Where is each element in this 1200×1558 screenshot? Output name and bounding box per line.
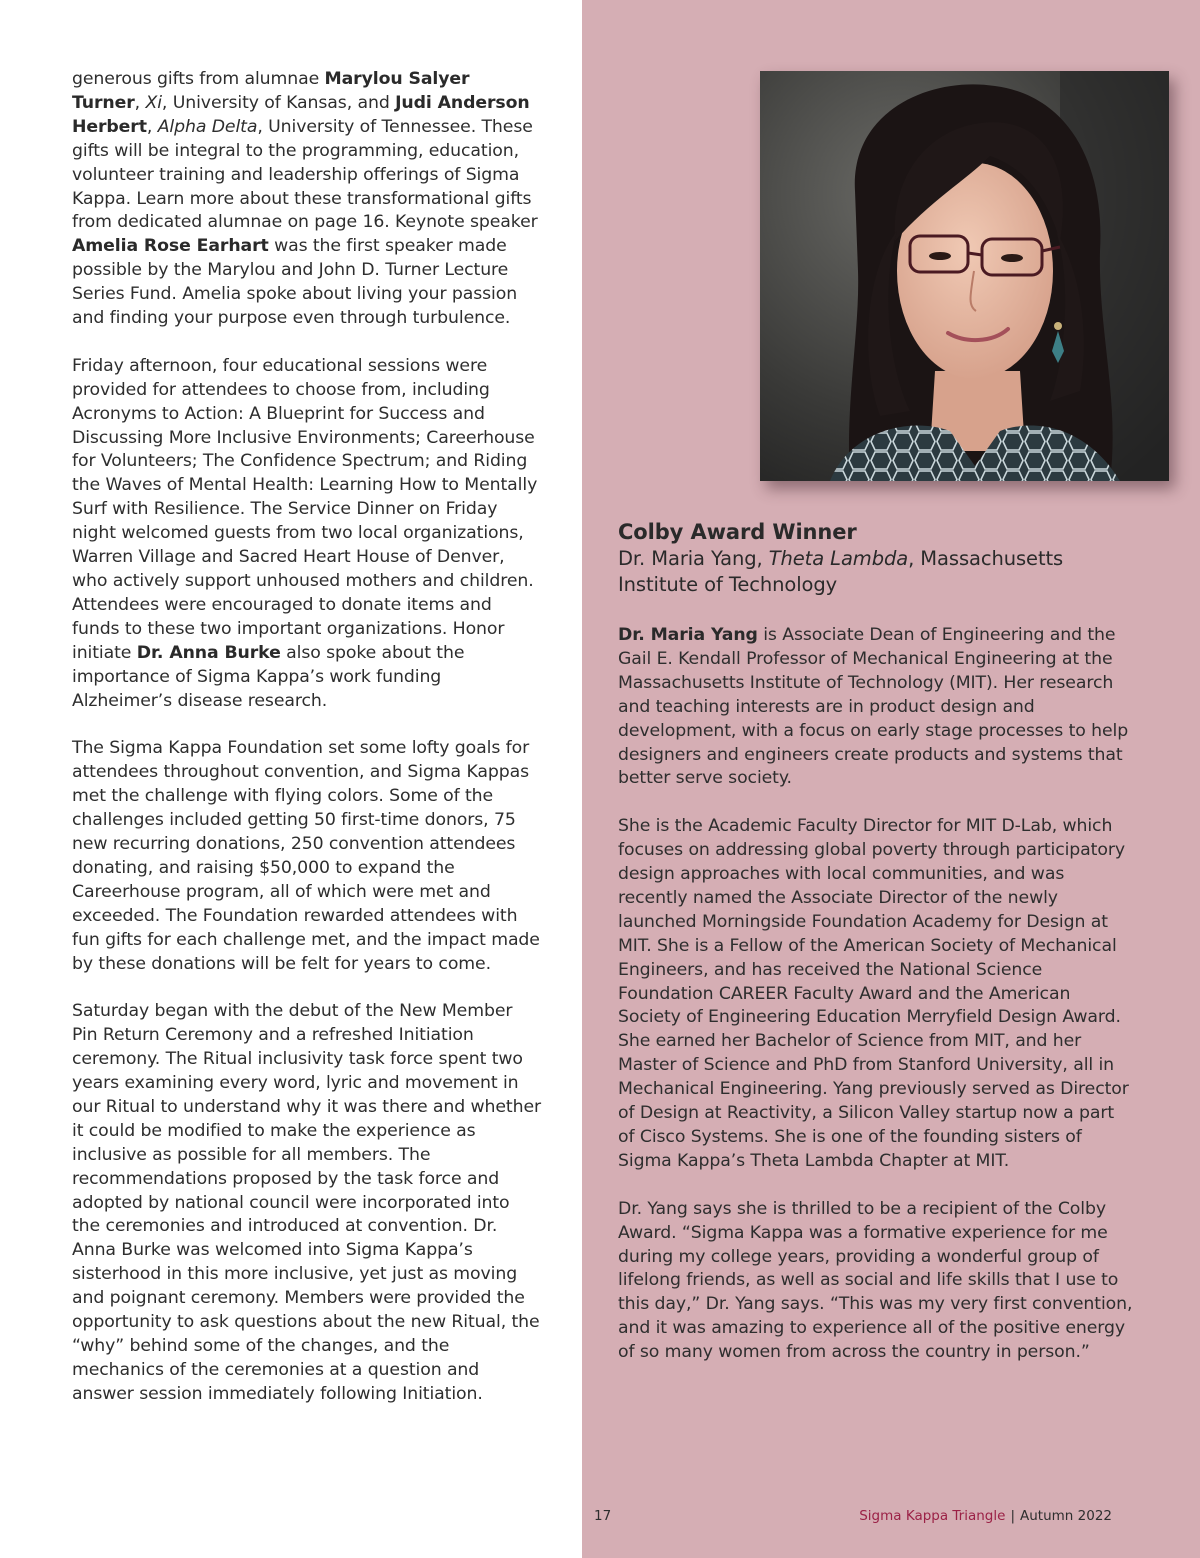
emphasis-italic: Xi <box>145 92 162 113</box>
text-run: , <box>146 116 158 137</box>
text-run: generous gifts from alumnae <box>72 69 325 89</box>
paragraph-yang-bio <box>618 624 1133 791</box>
emphasis-name: Dr. Anna Burke <box>136 642 281 663</box>
emphasis-italic: Theta Lambda <box>768 547 909 570</box>
paragraph-yang-quote <box>618 1198 1133 1365</box>
text-run: The Sigma Kappa Foundation set some lofty goals for attendees throughout convention, and Sigma Kappas met the challenge with flying colors. Some of the challenges included getting 50 first-time donors, 75 new recurring donations, 250 convention attendees donating, and raising $50,000 to expand the Careerhouse program, all of which were met and exceeded. The Foundation rewarded attendees with fun gifts for each challenge met, and the impact made by these donations will be felt for years to come. <box>72 738 540 974</box>
emphasis-name: Judi Anderson Herbert <box>72 92 530 137</box>
paragraph-saturday-ceremony <box>72 1000 542 1406</box>
portrait-photo <box>760 71 1169 481</box>
magazine-name: Sigma Kappa Triangle <box>859 1508 1006 1524</box>
text-run: Dr. Maria Yang, <box>618 547 769 570</box>
text-run: , <box>134 92 146 113</box>
paragraph-foundation-goals <box>72 737 542 976</box>
text-run: Friday afternoon, four educational sessions were provided for attendees to choose from, including Acronyms to Action: A Blueprint for Success and Discussing More Inclusive Environments; Careerhouse for Volunteers; The Confidence Spectrum; and Riding the Waves of Mental Health: Learning How to Mentally Surf with Resilience. The Service Dinner on Friday night welcomed guests from two local organizations, Warren Village and Sacred Heart House of Denver, who actively support unhoused mothers and children. Attendees were encouraged to donate items and funds to these two important organizations. Honor initiate <box>72 355 538 663</box>
page-number: 17 <box>594 1508 612 1524</box>
text-run: is Associate Dean of Engineering and the Gail E. Kendall Professor of Mechanical Engineering at the Massachusetts Institute of Technology (MIT). Her research and teaching interests are in product design and development, with a focus on early stage processes to help designers and engineers create products and systems that better serve society. <box>618 625 1129 789</box>
emphasis-italic: Alpha Delta <box>157 116 258 137</box>
magazine-footer <box>859 1507 1112 1525</box>
emphasis-name: Marylou Salyer Turner <box>72 69 470 113</box>
paragraph-gifts <box>72 68 542 331</box>
text-run: , Massachusetts Institute of Technology <box>618 547 1064 596</box>
paragraph-yang-career <box>618 815 1133 1174</box>
emphasis-name: Dr. Maria Yang <box>618 625 758 645</box>
issue-label: Autumn 2022 <box>1020 1508 1112 1524</box>
emphasis-name: Amelia Rose Earhart <box>72 236 269 257</box>
text-run: Saturday began with the debut of the New Member Pin Return Ceremony and a refreshed Initiation ceremony. The Ritual inclusivity task force spent two years examining every word, lyric and movement in our Ritual to understand why it was there and whether it could be modified to make the experience as inclusive as possible for all members. The recommendations proposed by the task force and adopted by national council were incorporated into the ceremonies and introduced at convention. Dr. Anna Burke was welcomed into Sigma Kappa’s sisterhood in this more inclusive, yet just as moving and poignant ceremony. Members were provided the opportunity to ask questions about the new Ritual, the “why” behind some of the changes, and the mechanics of the ceremonies at a question and answer session immediately following Initiation. <box>72 1001 541 1404</box>
text-run: Dr. Yang says she is thrilled to be a recipient of the Colby Award. “Sigma Kappa was a formative experience for me during my college years, providing a wonderful group of lifelong friends, as well as social and life skills that I use to this day,” Dr. Yang says. “This was my very first convention, and it was amazing to experience all of the positive energy of so many women from across the country in person.” <box>618 1198 1133 1363</box>
award-title: Colby Award Winner <box>618 520 857 544</box>
paragraph-friday-sessions <box>72 355 542 714</box>
sidebar-article-column <box>618 519 1133 1389</box>
left-article-column <box>72 68 542 1431</box>
award-recipient-subtitle <box>618 546 1133 598</box>
text-run: , University of Kansas, and <box>161 92 396 113</box>
text-run: was the first speaker made possible by the Marylou and John D. Turner Lecture Series Fund. Amelia spoke about living your passion and finding your purpose even through turbulence. <box>72 236 518 329</box>
text-run: also spoke about the importance of Sigma Kappa’s work funding Alzheimer’s disease research. <box>72 642 465 711</box>
text-run: She is the Academic Faculty Director for MIT D-Lab, which focuses on addressing global poverty through participatory design approaches with local communities, and was recently named the Associate Director of the newly launched Morningside Foundation Academy for Design at MIT. She is a Fellow of the American Society of Mechanical Engineers, and has received the National Science Foundation CAREER Faculty Award and the American Society of Engineering Education Merryfield Design Award. She earned her Bachelor of Science from MIT, and her Master of Science and PhD from Stanford University, all in Mechanical Engineering. Yang previously served as Director of Design at Reactivity, a Silicon Valley startup now a part of Cisco Systems. She is one of the founding sisters of Sigma Kappa’s Theta Lambda Chapter at MIT. <box>618 816 1129 1171</box>
text-run: , University of Tennessee. These gifts will be integral to the programming, education, volunteer training and leadership offerings of Sigma Kappa. Learn more about these transformational gifts from dedicated alumnae on page 16. Keynote speaker <box>72 116 538 233</box>
footer-separator: | <box>1010 1508 1015 1524</box>
